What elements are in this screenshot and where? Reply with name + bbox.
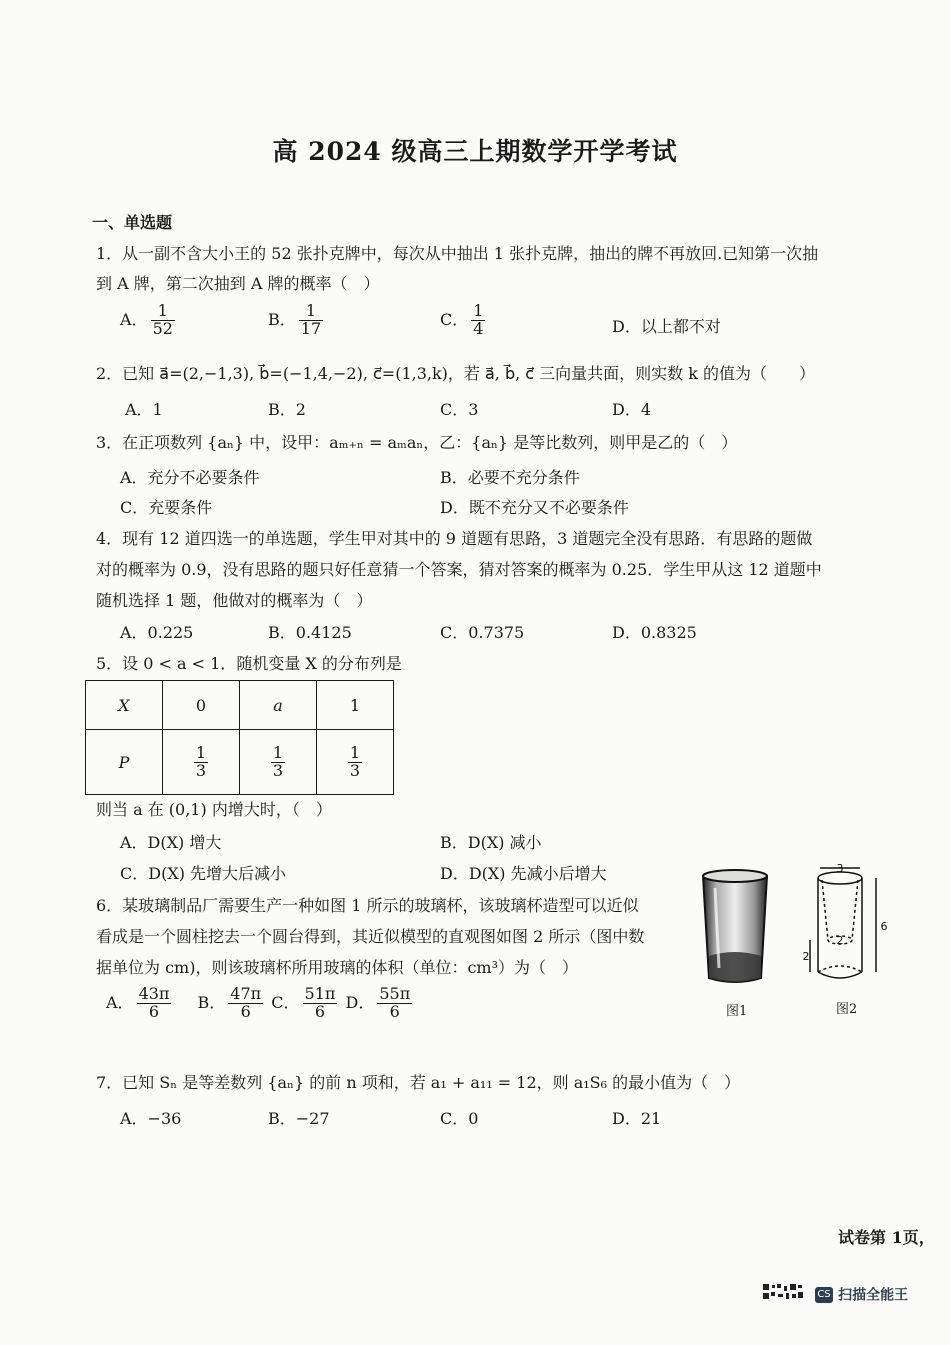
q5-stem: 5．设 0 < a < 1．随机变量 X 的分布列是 xyxy=(96,654,402,673)
q3-option-c: C．充要条件 xyxy=(120,498,213,517)
dim-top-label: 3 xyxy=(836,864,844,875)
q2-option-a: A．1 xyxy=(125,400,163,419)
q2-option-b: B．2 xyxy=(268,400,306,419)
q6-line1: 6．某玻璃制品厂需要生产一种如图 1 所示的玻璃杯，该玻璃杯造型可以近似 xyxy=(96,896,639,915)
figure-2-caption: 图2 xyxy=(836,1002,858,1017)
q6-line2: 看成是一个圆柱挖去一个圆台得到，其近似模型的直观图如图 2 所示（图中数 xyxy=(96,927,645,946)
scanner-brand: 扫描全能王 xyxy=(838,1287,909,1304)
q4-option-a: A．0.225 xyxy=(120,623,194,642)
q6-option-d: D． $\frac{55\pi}{6}$ xyxy=(345,984,411,1021)
table-cell: P xyxy=(86,730,163,795)
q3-option-b: B．必要不充分条件 xyxy=(440,468,580,487)
table-cell: 0 xyxy=(163,681,240,730)
q6-option-b: B． $\frac{47\pi}{6}$ xyxy=(197,984,262,1021)
table-cell: a xyxy=(240,681,317,730)
q1-option-a: A． $\frac{1}{52}$ xyxy=(120,301,173,338)
table-cell: 1 xyxy=(317,681,394,730)
cs-logo-icon: CS xyxy=(815,1287,833,1303)
q4-line1: 4．现有 12 道四选一的单选题，学生甲对其中的 9 道题有思路，3 道题完全没有思路．有思路的题做 xyxy=(96,529,813,548)
q4-option-c: C．0.7375 xyxy=(440,623,525,642)
q7-option-c: C．0 xyxy=(440,1109,479,1128)
table-cell: X xyxy=(86,681,163,730)
scanner-logo xyxy=(815,1284,925,1304)
dim-depth-label: 2 xyxy=(802,950,810,963)
q5-option-d: D．D(X) 先减小后增大 xyxy=(440,864,607,883)
q5-option-c: C．D(X) 先增大后减小 xyxy=(120,864,287,883)
q7-option-b: B．−27 xyxy=(268,1109,330,1128)
q4-option-b: B．0.4125 xyxy=(268,623,352,642)
dim-height-label: 6 xyxy=(880,920,888,933)
q3-option-a: A．充分不必要条件 xyxy=(120,468,260,487)
q4-option-d: D．0.8325 xyxy=(612,623,697,642)
figure-1-caption: 图1 xyxy=(726,1004,748,1019)
q2-stem: 2．已知 a⃗=(2,−1,3), b⃗=(−1,4,−2), c⃗=(1,3,k)，若 a⃗, b⃗, c⃗ 三向量共面，则实数 k 的值为（ ） xyxy=(96,364,816,383)
q7-option-a: A．−36 xyxy=(120,1109,182,1128)
page-footer: 试卷第 1页， xyxy=(838,1228,935,1247)
q4-line3: 随机选择 1 题，他做对的概率为（ ） xyxy=(96,591,373,610)
q1-option-d: D．以上都不对 xyxy=(612,317,721,336)
q5-followup: 则当 a 在 (0,1) 内增大时，（ ） xyxy=(96,800,332,819)
q3-stem: 3．在正项数列 {aₙ} 中，设甲：aₘ₊ₙ = aₘaₙ，乙：{aₙ} 是等比数列，则甲是乙的（ ） xyxy=(96,433,738,452)
q4-line2: 对的概率为 0.9，没有思路的题只好任意猜一个答案，猜对答案的概率为 0.25．学生甲从这 12 道题中 xyxy=(96,560,822,579)
glass-photo-figure xyxy=(695,868,775,993)
table-cell: $\frac{1}{3}$ xyxy=(317,730,394,795)
q3-option-d: D．既不充分又不必要条件 xyxy=(440,498,629,517)
q2-option-d: D．4 xyxy=(612,400,652,419)
q5-option-b: B．D(X) 减小 xyxy=(440,833,542,852)
page-title: 高 2024 级高三上期数学开学考试 xyxy=(272,137,678,166)
q1-line1: 1．从一副不含大小王的 52 张扑克牌中，每次从中抽出 1 张扑克牌，抽出的牌不再放回.已知第一次抽 xyxy=(96,244,819,263)
section-heading: 一、单选题 xyxy=(92,213,173,232)
q6-option-c: C． $\frac{51\pi}{6}$ xyxy=(271,984,336,1021)
q6-option-a: A． $\frac{43\pi}{6}$ xyxy=(106,984,170,1021)
q7-option-d: D．21 xyxy=(612,1109,662,1128)
dim-inner-label: 2 xyxy=(836,934,844,947)
q6-options xyxy=(106,986,415,1021)
qr-code-icon xyxy=(762,1283,804,1301)
table-cell: $\frac{1}{3}$ xyxy=(163,730,240,795)
q5-option-a: A．D(X) 增大 xyxy=(120,833,222,852)
q1-option-b: B． $\frac{1}{17}$ xyxy=(268,301,322,338)
q1-option-c: C． $\frac{1}{4}$ xyxy=(440,301,484,338)
cylinder-diagram-figure xyxy=(800,864,890,994)
q7-stem: 7．已知 Sₙ 是等差数列 {aₙ} 的前 n 项和，若 a₁ + a₁₁ = 12，则 a₁S₆ 的最小值为（ ） xyxy=(96,1073,741,1092)
distribution-table xyxy=(85,680,394,795)
table-cell: $\frac{1}{3}$ xyxy=(240,730,317,795)
q2-option-c: C．3 xyxy=(440,400,479,419)
q1-line2: 到 A 牌，第二次抽到 A 牌的概率（ ） xyxy=(96,274,380,293)
q6-line3: 据单位为 cm)，则该玻璃杯所用玻璃的体积（单位：cm³）为（ ） xyxy=(96,958,579,977)
